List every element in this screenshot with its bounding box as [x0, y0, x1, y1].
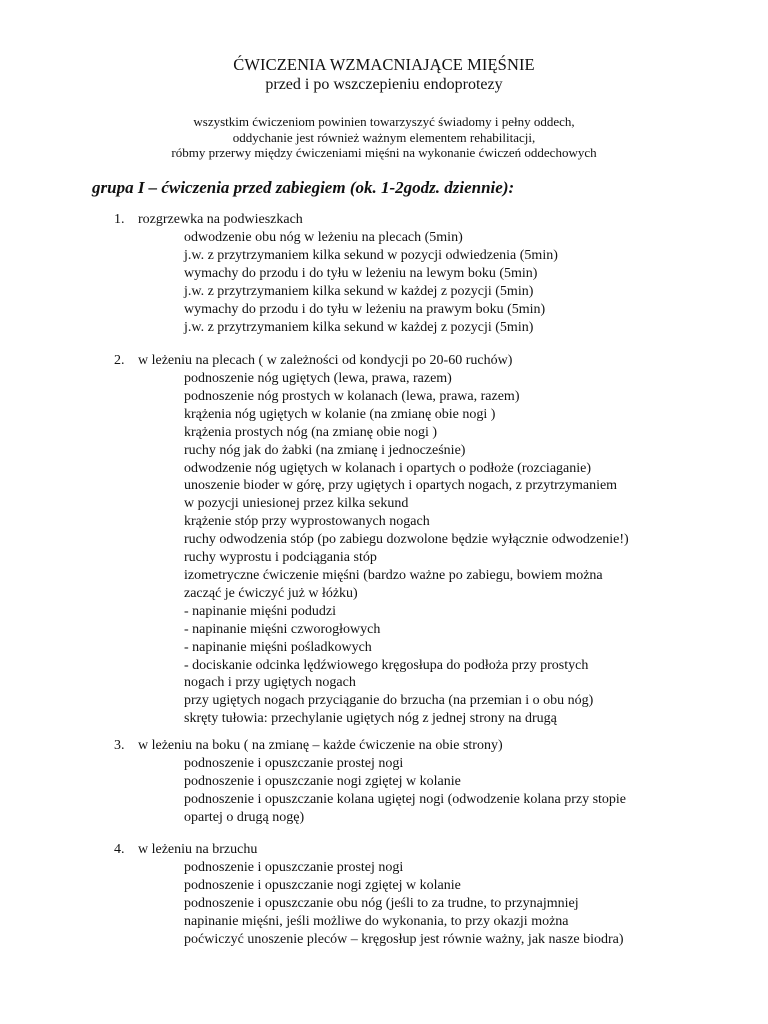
- exercise-item: - napinanie mięśni czworogłowych: [184, 621, 381, 637]
- exercise-item: podnoszenie i opuszczanie prostej nogi: [184, 756, 404, 771]
- exercise-item: odwodzenie nóg ugiętych w kolanach i opartych o podłoże (rozciaganie): [184, 460, 592, 476]
- exercise-item: podnoszenie i opuszczanie kolana ugiętej nogi (odwodzenie kolana przy stopie: [184, 791, 627, 807]
- exercise-item: podnoszenie i opuszczanie obu nóg (jeśli to za trudne, to przynajmniej: [184, 895, 579, 911]
- section-number: 2.: [114, 353, 125, 368]
- exercise-item: krążenie stóp przy wyprostowanych nogach: [184, 514, 430, 530]
- exercise-item: podnoszenie i opuszczanie nogi zgiętej w kolanie: [184, 773, 461, 789]
- section-title: [0, 737, 768, 755]
- section-heading: w leżeniu na brzuchu: [138, 842, 258, 857]
- exercise-item: przy ugiętych nogach przyciąganie do brzucha (na przemian i o obu nóg): [184, 693, 594, 709]
- exercise-item: napinanie mięśni, jeśli możliwe do wykonania, to przy okazji można: [184, 913, 569, 929]
- document-subtitle: przed i po wszczepieniu endoprotezy: [265, 76, 503, 93]
- exercise-item: ruchy nóg jak do żabki (na zmianę i jednocześnie): [184, 442, 466, 458]
- exercise-item: - napinanie mięśni pośladkowych: [184, 639, 372, 655]
- section-4: [0, 841, 768, 949]
- group-heading: grupa I – ćwiczenia przed zabiegiem (ok. 1-2godz. dziennie):: [92, 178, 515, 197]
- exercise-item: j.w. z przytrzymaniem kilka sekund w pozycji odwiedzenia (5min): [184, 247, 558, 263]
- section-title: [0, 841, 768, 859]
- intro-line: róbmy przerwy między ćwiczeniami mięśni na wykonanie ćwiczeń oddechowych: [171, 145, 597, 160]
- exercise-item: ruchy odwodzenia stóp (po zabiegu dozwolone będzie wyłącznie odwodzenie!): [184, 532, 629, 548]
- exercise-item: - napinanie mięśni podudzi: [184, 603, 337, 619]
- exercise-item: opartej o drugą nogę): [184, 809, 305, 825]
- exercise-item: j.w. z przytrzymaniem kilka sekund w każdej z pozycji (5min): [184, 319, 534, 335]
- exercise-item: ruchy wyprostu i podciągania stóp: [184, 550, 377, 566]
- exercise-item: odwodzenie obu nóg w leżeniu na plecach (5min): [184, 230, 463, 245]
- exercise-item: unoszenie bioder w górę, przy ugiętych i opartych nogach, z przytrzymaniem: [184, 478, 618, 494]
- exercise-list: [0, 229, 768, 336]
- section-number: 3.: [114, 738, 125, 753]
- title-block: [0, 55, 768, 94]
- exercise-item: w pozycji uniesionej przez kilka sekund: [184, 496, 409, 512]
- section-title: [0, 211, 768, 229]
- exercise-item: poćwiczyć unoszenie pleców – kręgosłup jest równie ważny, jak nasze biodra): [184, 931, 624, 947]
- section-3: [0, 737, 768, 827]
- exercise-item: krążenia prostych nóg (na zmianę obie nogi ): [184, 424, 438, 440]
- section-2: [0, 352, 768, 728]
- exercise-item: podnoszenie i opuszczanie prostej nogi: [184, 860, 404, 875]
- exercise-item: podnoszenie nóg prostych w kolanach (lewa, prawa, razem): [184, 388, 520, 404]
- exercise-item: wymachy do przodu i do tyłu w leżeniu na prawym boku (5min): [184, 301, 546, 317]
- exercise-item: krążenia nóg ugiętych w kolanie (na zmianę obie nogi ): [184, 406, 496, 422]
- exercise-list: [0, 859, 768, 949]
- exercise-item: podnoszenie nóg ugiętych (lewa, prawa, razem): [184, 371, 452, 386]
- exercise-item: podnoszenie i opuszczanie nogi zgiętej w kolanie: [184, 877, 461, 893]
- intro-paragraph: [0, 114, 768, 161]
- exercise-item: zacząć je ćwiczyć już w łóżku): [184, 585, 358, 601]
- exercise-list: [0, 370, 768, 728]
- exercise-list: [0, 755, 768, 827]
- section-heading: rozgrzewka na podwieszkach: [138, 212, 303, 227]
- section-heading: w leżeniu na plecach ( w zależności od kondycji po 20-60 ruchów): [138, 353, 513, 368]
- exercise-item: izometryczne ćwiczenie mięśni (bardzo ważne po zabiegu, bowiem można: [184, 567, 603, 583]
- exercise-item: j.w. z przytrzymaniem kilka sekund w każdej z pozycji (5min): [184, 283, 534, 299]
- section-heading: w leżeniu na boku ( na zmianę – każde ćwiczenie na obie strony): [138, 738, 503, 753]
- section-number: 4.: [114, 842, 125, 857]
- document-title: ĆWICZENIA WZMACNIAJĄCE MIĘŚNIE: [233, 55, 535, 74]
- section-1: [0, 211, 768, 336]
- exercise-item: wymachy do przodu i do tyłu w leżeniu na lewym boku (5min): [184, 265, 538, 281]
- exercise-item: nogach i przy ugiętych nogach: [184, 675, 356, 691]
- section-title: [0, 352, 768, 370]
- intro-line: wszystkim ćwiczeniom powinien towarzyszyć świadomy i pełny oddech,: [193, 114, 575, 129]
- exercise-item: skręty tułowia: przechylanie ugiętych nóg z jednej strony na drugą: [184, 711, 557, 727]
- exercise-item: - dociskanie odcinka lędźwiowego kręgosłupa do podłoża przy prostych: [184, 657, 589, 673]
- intro-line: oddychanie jest również ważnym elementem rehabilitacji,: [232, 129, 536, 145]
- section-number: 1.: [114, 212, 125, 227]
